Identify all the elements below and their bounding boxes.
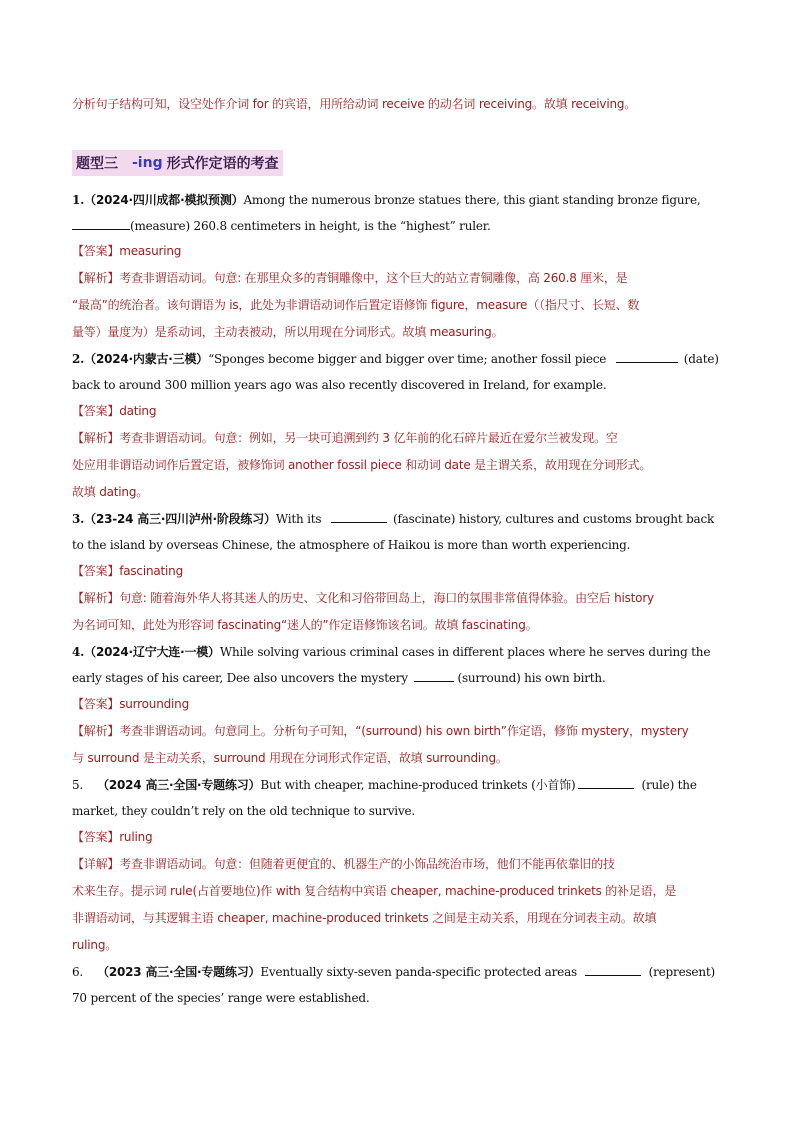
q3-line2: to the island by overseas Chinese, the atmosphere of Haikou is more than worth experiencing. (72, 538, 631, 552)
answer-blank (578, 776, 634, 789)
q5-analysis-2: 术来生存。提示词 rule(占首要地位)作 with 复合结构中宾语 cheaper, machine-produced trinkets 的补足语，是 (72, 884, 677, 898)
section-title: 形式作定语的考查 (166, 156, 279, 172)
q5-line2: market, they couldn’t rely on the old technique to survive. (72, 804, 416, 818)
answer-blank (585, 963, 641, 976)
q2-answer: 【答案】dating (72, 404, 157, 418)
section-heading (72, 150, 283, 176)
q4-answer: 【答案】surrounding (72, 697, 189, 711)
intro-analysis-line: 分析句子结构可知，设空处作介词 for 的宾语，用所给动词 receive 的动名词 receiving。故填 receiving。 (72, 97, 637, 111)
section-label: 题型三 (76, 156, 118, 172)
answer-blank (331, 510, 387, 523)
q5-analysis-3: 非谓语动词，与其逻辑主语 cheaper, machine-produced trinkets 之间是主动关系，用现在分词表主动。故填 (72, 911, 657, 925)
q1-analysis-1: 【解析】考查非谓语动词。句意: 在那里众多的青铜雕像中，这个巨大的站立青铜雕像，高 260.8 厘米，是 (72, 271, 628, 285)
q2-line1: 2.（2024·内蒙古·三模）“Sponges become bigger and bigger over time; another fossil piece (date) (72, 352, 719, 366)
q2-analysis-2: 处应用非谓语动词作后置定语，被修饰词 another fossil piece 和动词 date 是主谓关系，故用现在分词形式。 (72, 458, 652, 472)
q4-line1: 4.（2024·辽宁大连·一模）While solving various criminal cases in different places where he serves during the (72, 645, 711, 659)
q1-analysis-2: “最高”的统治者。该句谓语为 is，此处为非谓语动词作后置定语修饰 figure，measure（（指尺寸、长短、数 (72, 298, 640, 312)
q1-answer: 【答案】measuring (72, 244, 182, 258)
q4-analysis-2: 与 surround 是主动关系，surround 用现在分词形式作定语，故填 surrounding。 (72, 751, 508, 765)
q5-analysis-1: 【详解】考查非谓语动词。句意：但随着更便宜的、机器生产的小饰品统治市场，他们不能再依靠旧的技 (72, 857, 615, 871)
q4-analysis-1: 【解析】考查非谓语动词。句意同上。分析句子可知，“(surround) his own birth”作定语，修饰 mystery，mystery (72, 724, 689, 738)
q3-answer: 【答案】fascinating (72, 564, 183, 578)
q3-line1: 3.（23-24 高三·四川泸州·阶段练习）With its (fascinate) history, cultures and customs brought back (72, 512, 715, 526)
q1-line2: (measure) 260.8 centimeters in height, is the “highest” ruler. (72, 217, 491, 235)
q1-line1: 1.（2024·四川成都·模拟预测）Among the numerous bronze statues there, this giant standing bronze figure, (72, 193, 701, 207)
answer-blank (72, 217, 130, 230)
section-ing: -ing (132, 155, 163, 171)
answer-blank (414, 669, 454, 682)
q5-answer: 【答案】ruling (72, 830, 153, 844)
q2-line2: back to around 300 million years ago was also recently discovered in Ireland, for example. (72, 378, 607, 392)
q4-line2: early stages of his career, Dee also uncovers the mystery (surround) his own birth. (72, 671, 606, 685)
q6-line2: 70 percent of the species’ range were established. (72, 991, 370, 1005)
q2-analysis-1: 【解析】考查非谓语动词。句意：例如，另一块可追溯到约 3 亿年前的化石碎片最近在爱尔兰被发现。空 (72, 431, 618, 445)
answer-blank (616, 350, 678, 363)
q3-analysis-2: 为名词可知，此处为形容词 fascinating“迷人的”作定语修饰该名词。故填 fascinating。 (72, 618, 538, 632)
q3-analysis-1: 【解析】句意: 随着海外华人将其迷人的历史、文化和习俗带回岛上，海口的氛围非常值得体验。由空后 history (72, 591, 654, 605)
q5-analysis-4: ruling。 (72, 938, 118, 952)
q5-line1: 5. （2024 高三·全国·专题练习）But with cheaper, machine-produced trinkets (小首饰) (rule) the (72, 778, 697, 792)
q1-analysis-3: 量等）量度为）是系动词，主动表被动，所以用现在分词形式。故填 measuring。 (72, 325, 504, 339)
q6-line1: 6. （2023 高三·全国·专题练习）Eventually sixty-seven panda-specific protected areas (represent) (72, 965, 715, 979)
q2-analysis-3: 故填 dating。 (72, 485, 149, 499)
